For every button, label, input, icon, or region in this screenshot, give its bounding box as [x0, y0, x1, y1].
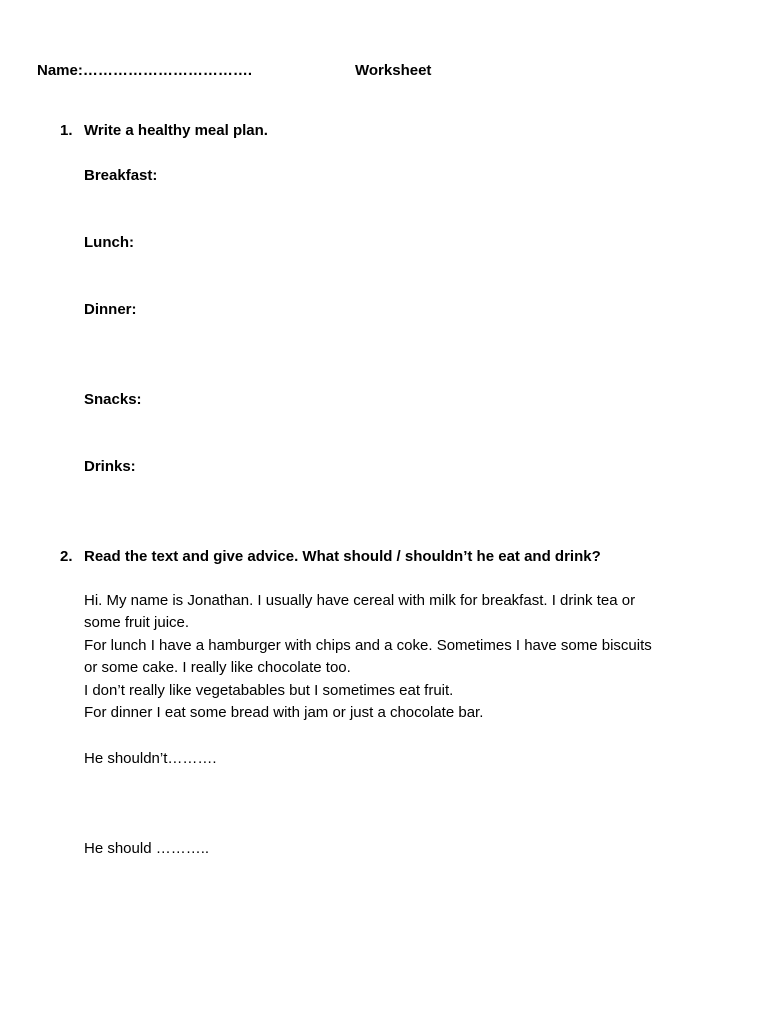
- passage-line: For dinner I eat some bread with jam or just a chocolate bar.: [84, 704, 484, 721]
- passage-line: For lunch I have a hamburger with chips and a coke. Sometimes I have some biscuits: [84, 637, 652, 654]
- answer-prompt-shouldnt: He shouldn’t……….: [84, 750, 217, 767]
- meal-label-snacks: Snacks:: [84, 391, 142, 408]
- worksheet-title: Worksheet: [355, 62, 432, 79]
- passage-line: some fruit juice.: [84, 614, 190, 631]
- passage-line: Hi. My name is Jonathan. I usually have cereal with milk for breakfast. I drink tea or: [84, 592, 636, 609]
- meal-label-lunch: Lunch:: [84, 234, 134, 251]
- question-2-prompt: Read the text and give advice. What should / shouldn’t he eat and drink?: [84, 548, 601, 565]
- passage-line: or some cake. I really like chocolate too.: [84, 659, 351, 676]
- question-2-number: 2.: [60, 548, 73, 565]
- passage-line: I don’t really like vegetabables but I sometimes eat fruit.: [84, 682, 454, 699]
- meal-label-breakfast: Breakfast:: [84, 167, 158, 184]
- name-field-label: Name:…………………………….: [37, 62, 253, 79]
- answer-prompt-should: He should ………..: [84, 840, 210, 857]
- meal-label-dinner: Dinner:: [84, 301, 137, 318]
- meal-label-drinks: Drinks:: [84, 458, 136, 475]
- question-1-prompt: Write a healthy meal plan.: [84, 122, 268, 139]
- question-1-number: 1.: [60, 122, 73, 139]
